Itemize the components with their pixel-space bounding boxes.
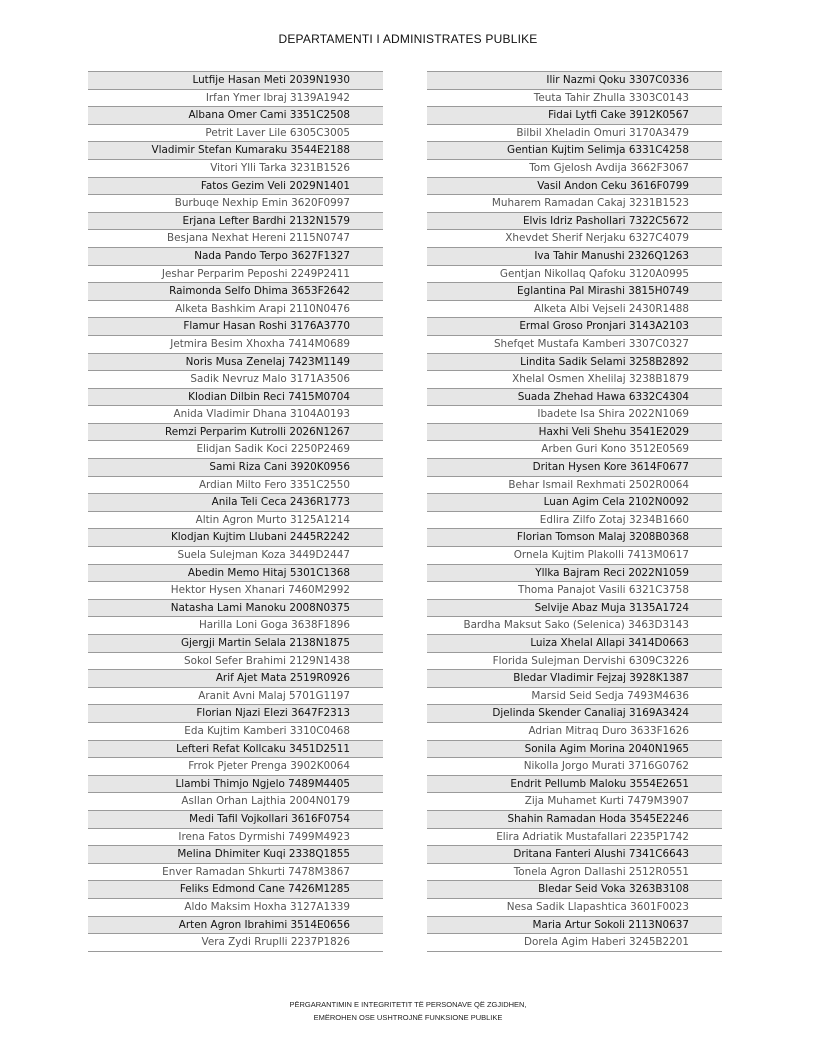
list-item: Nada Pando Terpo 3627F1327 xyxy=(88,248,383,266)
list-item: Hektor Hysen Xhanari 7460M2992 xyxy=(88,582,383,600)
list-item: Alketa Bashkim Arapi 2110N0476 xyxy=(88,301,383,319)
list-item: Yllka Bajram Reci 2022N1059 xyxy=(427,565,722,583)
list-item: Nikolla Jorgo Murati 3716G0762 xyxy=(427,758,722,776)
list-item: Ermal Groso Pronjari 3143A2103 xyxy=(427,318,722,336)
list-item: Edlira Zilfo Zotaj 3234B1660 xyxy=(427,512,722,530)
list-item: Vitori Ylli Tarka 3231B1526 xyxy=(88,160,383,178)
list-item: Vladimir Stefan Kumaraku 3544E2188 xyxy=(88,142,383,160)
list-item: Eglantina Pal Mirashi 3815H0749 xyxy=(427,283,722,301)
list-item: Klodian Dilbin Reci 7415M0704 xyxy=(88,389,383,407)
list-item: Elvis Idriz Pashollari 7322C5672 xyxy=(427,213,722,231)
footer-line-1: PËRGARANTIMIN E INTEGRITETIT TË PERSONAVE QË ZGJIDHEN, xyxy=(289,1000,527,1009)
list-item: Arif Ajet Mata 2519R0926 xyxy=(88,670,383,688)
list-item: Altin Agron Murto 3125A1214 xyxy=(88,512,383,530)
list-item: Dorela Agim Haberi 3245B2201 xyxy=(427,934,722,952)
list-item: Harilla Loni Goga 3638F1896 xyxy=(88,617,383,635)
list-item: Fatos Gezim Veli 2029N1401 xyxy=(88,178,383,196)
list-item: Shefqet Mustafa Kamberi 3307C0327 xyxy=(427,336,722,354)
list-item: Florida Sulejman Dervishi 6309C3226 xyxy=(427,653,722,671)
list-item: Dritan Hysen Kore 3614F0677 xyxy=(427,459,722,477)
list-item: Haxhi Veli Shehu 3541E2029 xyxy=(427,424,722,442)
list-item: Burbuqe Nexhip Emin 3620F0997 xyxy=(88,195,383,213)
list-item: Albana Omer Cami 3351C2508 xyxy=(88,107,383,125)
list-item: Adrian Mitraq Duro 3633F1626 xyxy=(427,723,722,741)
list-item: Shahin Ramadan Hoda 3545E2246 xyxy=(427,811,722,829)
list-item: Erjana Lefter Bardhi 2132N1579 xyxy=(88,213,383,231)
list-item: Anila Teli Ceca 2436R1773 xyxy=(88,494,383,512)
list-item: Feliks Edmond Cane 7426M1285 xyxy=(88,881,383,899)
left-name-list xyxy=(88,71,383,952)
list-item: Xhevdet Sherif Nerjaku 6327C4079 xyxy=(427,230,722,248)
footer-line-2: EMËROHEN OSE USHTROJNË FUNKSIONE PUBLIKE xyxy=(313,1013,503,1022)
list-item: Aranit Avni Malaj 5701G1197 xyxy=(88,688,383,706)
list-item: Natasha Lami Manoku 2008N0375 xyxy=(88,600,383,618)
list-item: Arben Guri Kono 3512E0569 xyxy=(427,441,722,459)
list-item: Xhelal Osmen Xhelilaj 3238B1879 xyxy=(427,371,722,389)
list-item: Elira Adriatik Mustafallari 2235P1742 xyxy=(427,829,722,847)
list-item: Frrok Pjeter Prenga 3902K0064 xyxy=(88,758,383,776)
list-item: Llambi Thimjo Ngjelo 7489M4405 xyxy=(88,776,383,794)
list-item: Medi Tafil Vojkollari 3616F0754 xyxy=(88,811,383,829)
list-item: Ilir Nazmi Qoku 3307C0336 xyxy=(427,72,722,90)
list-item: Vera Zydi Rruplli 2237P1826 xyxy=(88,934,383,952)
list-item: Ardian Milto Fero 3351C2550 xyxy=(88,477,383,495)
list-item: Selvije Abaz Muja 3135A1724 xyxy=(427,600,722,618)
list-item: Elidjan Sadik Koci 2250P2469 xyxy=(88,441,383,459)
list-item: Sami Riza Cani 3920K0956 xyxy=(88,459,383,477)
list-item: Muharem Ramadan Cakaj 3231B1523 xyxy=(427,195,722,213)
right-name-list xyxy=(427,71,722,952)
list-item: Besjana Nexhat Hereni 2115N0747 xyxy=(88,230,383,248)
list-item: Zija Muhamet Kurti 7479M3907 xyxy=(427,793,722,811)
list-item: Bardha Maksut Sako (Selenica) 3463D3143 xyxy=(427,617,722,635)
list-item: Anida Vladimir Dhana 3104A0193 xyxy=(88,406,383,424)
list-item: Suada Zhehad Hawa 6332C4304 xyxy=(427,389,722,407)
list-item: Eda Kujtim Kamberi 3310C0468 xyxy=(88,723,383,741)
list-item: Irena Fatos Dyrmishi 7499M4923 xyxy=(88,829,383,847)
list-item: Noris Musa Zenelaj 7423M1149 xyxy=(88,354,383,372)
list-item: Florian Njazi Elezi 3647F2313 xyxy=(88,705,383,723)
list-item: Nesa Sadik Llapashtica 3601F0023 xyxy=(427,899,722,917)
list-item: Irfan Ymer Ibraj 3139A1942 xyxy=(88,90,383,108)
list-item: Luan Agim Cela 2102N0092 xyxy=(427,494,722,512)
list-item: Ibadete Isa Shira 2022N1069 xyxy=(427,406,722,424)
list-item: Bledar Vladimir Fejzaj 3928K1387 xyxy=(427,670,722,688)
list-item: Suela Sulejman Koza 3449D2447 xyxy=(88,547,383,565)
list-item: Vasil Andon Ceku 3616F0799 xyxy=(427,178,722,196)
list-item: Remzi Perparim Kutrolli 2026N1267 xyxy=(88,424,383,442)
list-item: Aldo Maksim Hoxha 3127A1339 xyxy=(88,899,383,917)
list-item: Lutfije Hasan Meti 2039N1930 xyxy=(88,72,383,90)
list-item: Enver Ramadan Shkurti 7478M3867 xyxy=(88,864,383,882)
list-item: Behar Ismail Rexhmati 2502R0064 xyxy=(427,477,722,495)
list-item: Melina Dhimiter Kuqi 2338Q1855 xyxy=(88,846,383,864)
list-item: Jetmira Besim Xhoxha 7414M0689 xyxy=(88,336,383,354)
list-item: Gentian Kujtim Selimja 6331C4258 xyxy=(427,142,722,160)
list-item: Arten Agron Ibrahimi 3514E0656 xyxy=(88,917,383,935)
list-item: Sonila Agim Morina 2040N1965 xyxy=(427,741,722,759)
list-item: Abedin Memo Hitaj 5301C1368 xyxy=(88,565,383,583)
list-item: Gentjan Nikollaq Qafoku 3120A0995 xyxy=(427,266,722,284)
list-item: Dritana Fanteri Alushi 7341C6643 xyxy=(427,846,722,864)
list-item: Maria Artur Sokoli 2113N0637 xyxy=(427,917,722,935)
list-item: Iva Tahir Manushi 2326Q1263 xyxy=(427,248,722,266)
list-item: Tonela Agron Dallashi 2512R0551 xyxy=(427,864,722,882)
list-item: Florian Tomson Malaj 3208B0368 xyxy=(427,529,722,547)
list-item: Sadik Nevruz Malo 3171A3506 xyxy=(88,371,383,389)
page-footer xyxy=(0,998,816,1024)
list-item: Endrit Pellumb Maloku 3554E2651 xyxy=(427,776,722,794)
list-item: Luiza Xhelal Allapi 3414D0663 xyxy=(427,635,722,653)
list-item: Jeshar Perparim Peposhi 2249P2411 xyxy=(88,266,383,284)
list-item: Marsid Seid Sedja 7493M4636 xyxy=(427,688,722,706)
list-item: Teuta Tahir Zhulla 3303C0143 xyxy=(427,90,722,108)
list-item: Klodjan Kujtim Llubani 2445R2242 xyxy=(88,529,383,547)
list-item: Bledar Seid Voka 3263B3108 xyxy=(427,881,722,899)
list-item: Lindita Sadik Selami 3258B2892 xyxy=(427,354,722,372)
list-item: Flamur Hasan Roshi 3176A3770 xyxy=(88,318,383,336)
page-title: DEPARTAMENTI I ADMINISTRATES PUBLIKE xyxy=(278,32,538,46)
list-item: Lefteri Refat Kollcaku 3451D2511 xyxy=(88,741,383,759)
list-item: Sokol Sefer Brahimi 2129N1438 xyxy=(88,653,383,671)
list-item: Thoma Panajot Vasili 6321C3758 xyxy=(427,582,722,600)
list-item: Alketa Albi Vejseli 2430R1488 xyxy=(427,301,722,319)
list-item: Ornela Kujtim Plakolli 7413M0617 xyxy=(427,547,722,565)
list-item: Raimonda Selfo Dhima 3653F2642 xyxy=(88,283,383,301)
list-item: Gjergji Martin Selala 2138N1875 xyxy=(88,635,383,653)
list-item: Tom Gjelosh Avdija 3662F3067 xyxy=(427,160,722,178)
list-item: Bilbil Xheladin Omuri 3170A3479 xyxy=(427,125,722,143)
list-item: Petrit Laver Lile 6305C3005 xyxy=(88,125,383,143)
list-item: Fidai Lytfi Cake 3912K0567 xyxy=(427,107,722,125)
list-item: Asllan Orhan Lajthia 2004N0179 xyxy=(88,793,383,811)
list-item: Djelinda Skender Canaliaj 3169A3424 xyxy=(427,705,722,723)
